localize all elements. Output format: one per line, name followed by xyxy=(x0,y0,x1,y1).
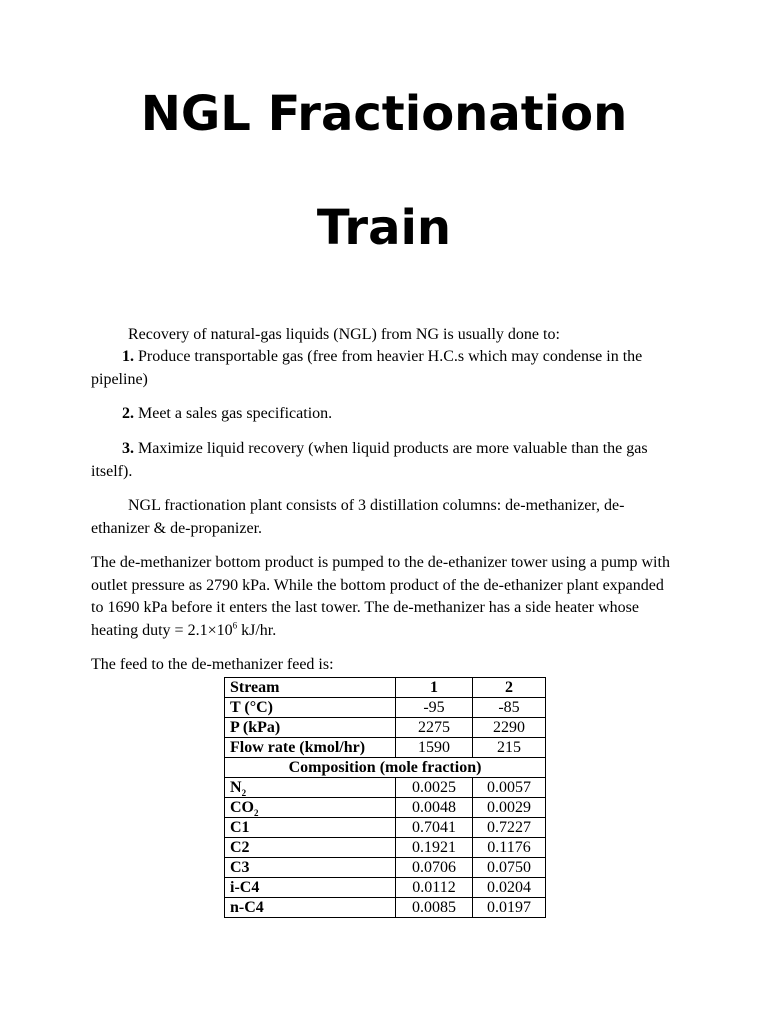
cell-value: 0.1176 xyxy=(473,838,546,858)
cell-value: -95 xyxy=(396,698,473,718)
component-label: $N_2$ xyxy=(225,778,396,798)
row-label: P (kPa) xyxy=(225,718,396,738)
component-label: n-C4 xyxy=(225,898,396,918)
composition-header: Composition (mole fraction) xyxy=(225,758,546,778)
purpose-text: Meet a sales gas specification. xyxy=(138,405,333,422)
purpose-item-1 xyxy=(91,346,671,391)
component-label: C1 xyxy=(225,818,396,838)
table-row xyxy=(225,738,546,758)
purpose-number: 3. xyxy=(122,440,134,457)
cell-value: 0.0057 xyxy=(473,778,546,798)
title-line-2: Train xyxy=(316,200,452,256)
purpose-item-3 xyxy=(91,438,671,483)
component-label: $CO_2$ xyxy=(225,798,396,818)
composition-header-row xyxy=(225,758,546,778)
row-label: T (°C) xyxy=(225,698,396,718)
feed-table xyxy=(224,677,546,918)
feed-intro: The feed to the de-methanizer feed is: xyxy=(91,656,334,673)
cell-value: 2275 xyxy=(396,718,473,738)
cell-value: 0.7227 xyxy=(473,818,546,838)
intro-paragraph: Recovery of natural-gas liquids (NGL) from NG is usually done to: xyxy=(128,326,560,343)
table-row xyxy=(225,718,546,738)
cell-value: -85 xyxy=(473,698,546,718)
plant-paragraph: NGL fractionation plant consists of 3 distillation columns: de-methanizer, de-ethanizer & de-propanizer. xyxy=(91,497,625,537)
cell-value: 0.1921 xyxy=(396,838,473,858)
table-row xyxy=(225,698,546,718)
purpose-item-2 xyxy=(91,403,671,426)
component-label: C3 xyxy=(225,858,396,878)
cell-value: 0.0112 xyxy=(396,878,473,898)
exponent: 6 xyxy=(232,620,238,631)
table-row xyxy=(225,878,546,898)
header-cell: Stream xyxy=(225,678,396,698)
purpose-text: Produce transportable gas (free from heavier H.C.s which may condense in the pipeline) xyxy=(91,348,643,388)
component-label: C2 xyxy=(225,838,396,858)
header-cell: 2 xyxy=(473,678,546,698)
header-cell: 1 xyxy=(396,678,473,698)
cell-value: 0.7041 xyxy=(396,818,473,838)
cell-value: 0.0197 xyxy=(473,898,546,918)
table-row xyxy=(225,778,546,798)
cell-value: 0.0085 xyxy=(396,898,473,918)
cell-value: 2290 xyxy=(473,718,546,738)
table-row xyxy=(225,798,546,818)
cell-value: 0.0706 xyxy=(396,858,473,878)
purpose-number: 2. xyxy=(122,405,134,422)
cell-value: 0.0048 xyxy=(396,798,473,818)
row-label: Flow rate (kmol/hr) xyxy=(225,738,396,758)
table-row xyxy=(225,858,546,878)
cell-value: 0.0750 xyxy=(473,858,546,878)
cell-value: 0.0204 xyxy=(473,878,546,898)
cell-value: 1590 xyxy=(396,738,473,758)
table-row xyxy=(225,838,546,858)
process-text-end: kJ/hr. xyxy=(237,621,277,639)
table-row xyxy=(225,898,546,918)
purpose-number: 1. xyxy=(122,348,134,365)
process-paragraph xyxy=(91,552,671,642)
cell-value: 215 xyxy=(473,738,546,758)
table-header-row xyxy=(225,678,546,698)
component-label: i-C4 xyxy=(225,878,396,898)
cell-value: 0.0029 xyxy=(473,798,546,818)
table-row xyxy=(225,818,546,838)
cell-value: 0.0025 xyxy=(396,778,473,798)
purpose-text: Maximize liquid recovery (when liquid products are more valuable than the gas itself). xyxy=(91,440,648,480)
process-text: The de-methanizer bottom product is pumped to the de-ethanizer tower using a pump with outlet pressure as 2790 kPa. While the bottom product of the de-ethanizer plant expanded to 1690 kPa before it enters the last tower. The de-methanizer has a side heater whose heating duty = 2.1×10 xyxy=(91,554,670,639)
title-line-1: NGL Fractionation xyxy=(140,86,628,142)
